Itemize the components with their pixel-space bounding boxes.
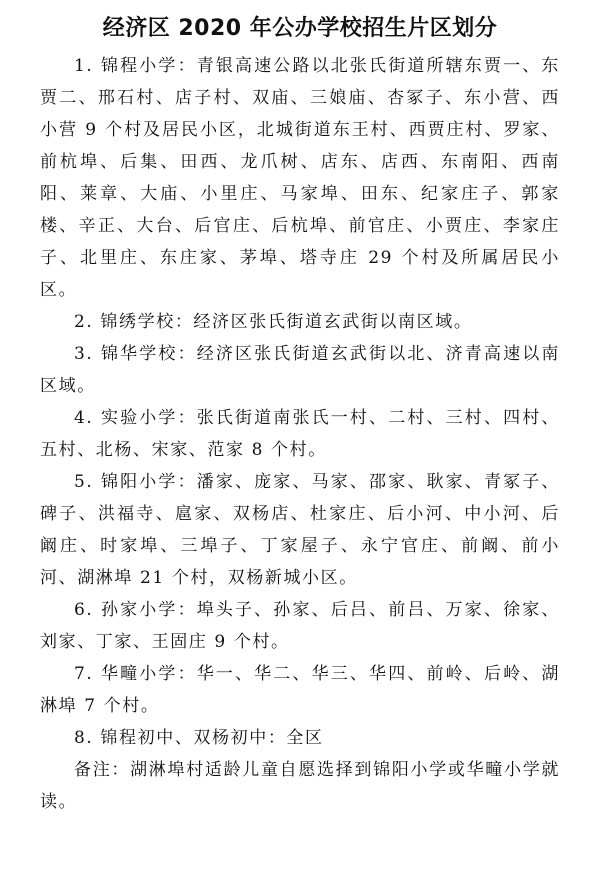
paragraph-jinhua-school: 3. 锦华学校：经济区张氏街道玄武街以北、济青高速以南区域。	[40, 344, 560, 396]
paragraph-remark: 备注：湖淋埠村适龄儿童自愿选择到锦阳小学或华疃小学就读。	[40, 760, 560, 812]
document-page	[40, 14, 560, 818]
paragraph-jinyang-primary: 5. 锦阳小学：潘家、庞家、马家、邵家、耿家、青冢子、碑子、洪福寺、扈家、双杨店、杜家庄、后小河、中小河、后阚庄、时家埠、三埠子、丁家屋子、永宁官庄、前阚、前小河、湖淋埠 21 个村，双杨新城小区。	[40, 472, 560, 588]
paragraph-sunjia-primary: 6. 孙家小学：埠头子、孙家、后吕、前吕、万家、徐家、刘家、丁家、王固庄 9 个村。	[40, 600, 560, 652]
paragraph-middle-schools: 8. 锦程初中、双杨初中：全区	[74, 728, 324, 748]
paragraph-shiyan-primary: 4. 实验小学：张氏街道南张氏一村、二村、三村、四村、五村、北杨、宋家、范家 8 个村。	[40, 408, 560, 460]
paragraph-jinxiu-school: 2. 锦绣学校：经济区张氏街道玄武街以南区域。	[74, 312, 473, 332]
document-title: 经济区 2020 年公办学校招生片区划分	[102, 16, 498, 41]
paragraph-huatuan-primary: 7. 华疃小学：华一、华二、华三、华四、前岭、后岭、湖淋埠 7 个村。	[40, 664, 560, 716]
paragraph-jincheng-primary: 1. 锦程小学：青银高速公路以北张氏街道所辖东贾一、东贾二、邢石村、店子村、双庙、三娘庙、杏冢子、东小营、西小营 9 个村及居民小区，北城街道东王村、西贾庄村、罗家、前杭埠、后集、田西、龙爪树、店东、店西、东南阳、西南阳、莱章、大庙、小里庄、马家埠、田东、纪家庄子、郭家楼、辛正、大台、后官庄、后杭埠、前官庄、小贾庄、李家庄子、北里庄、东庄家、茅埠、塔寺庄 29 个村及所属居民小区。	[40, 56, 560, 300]
